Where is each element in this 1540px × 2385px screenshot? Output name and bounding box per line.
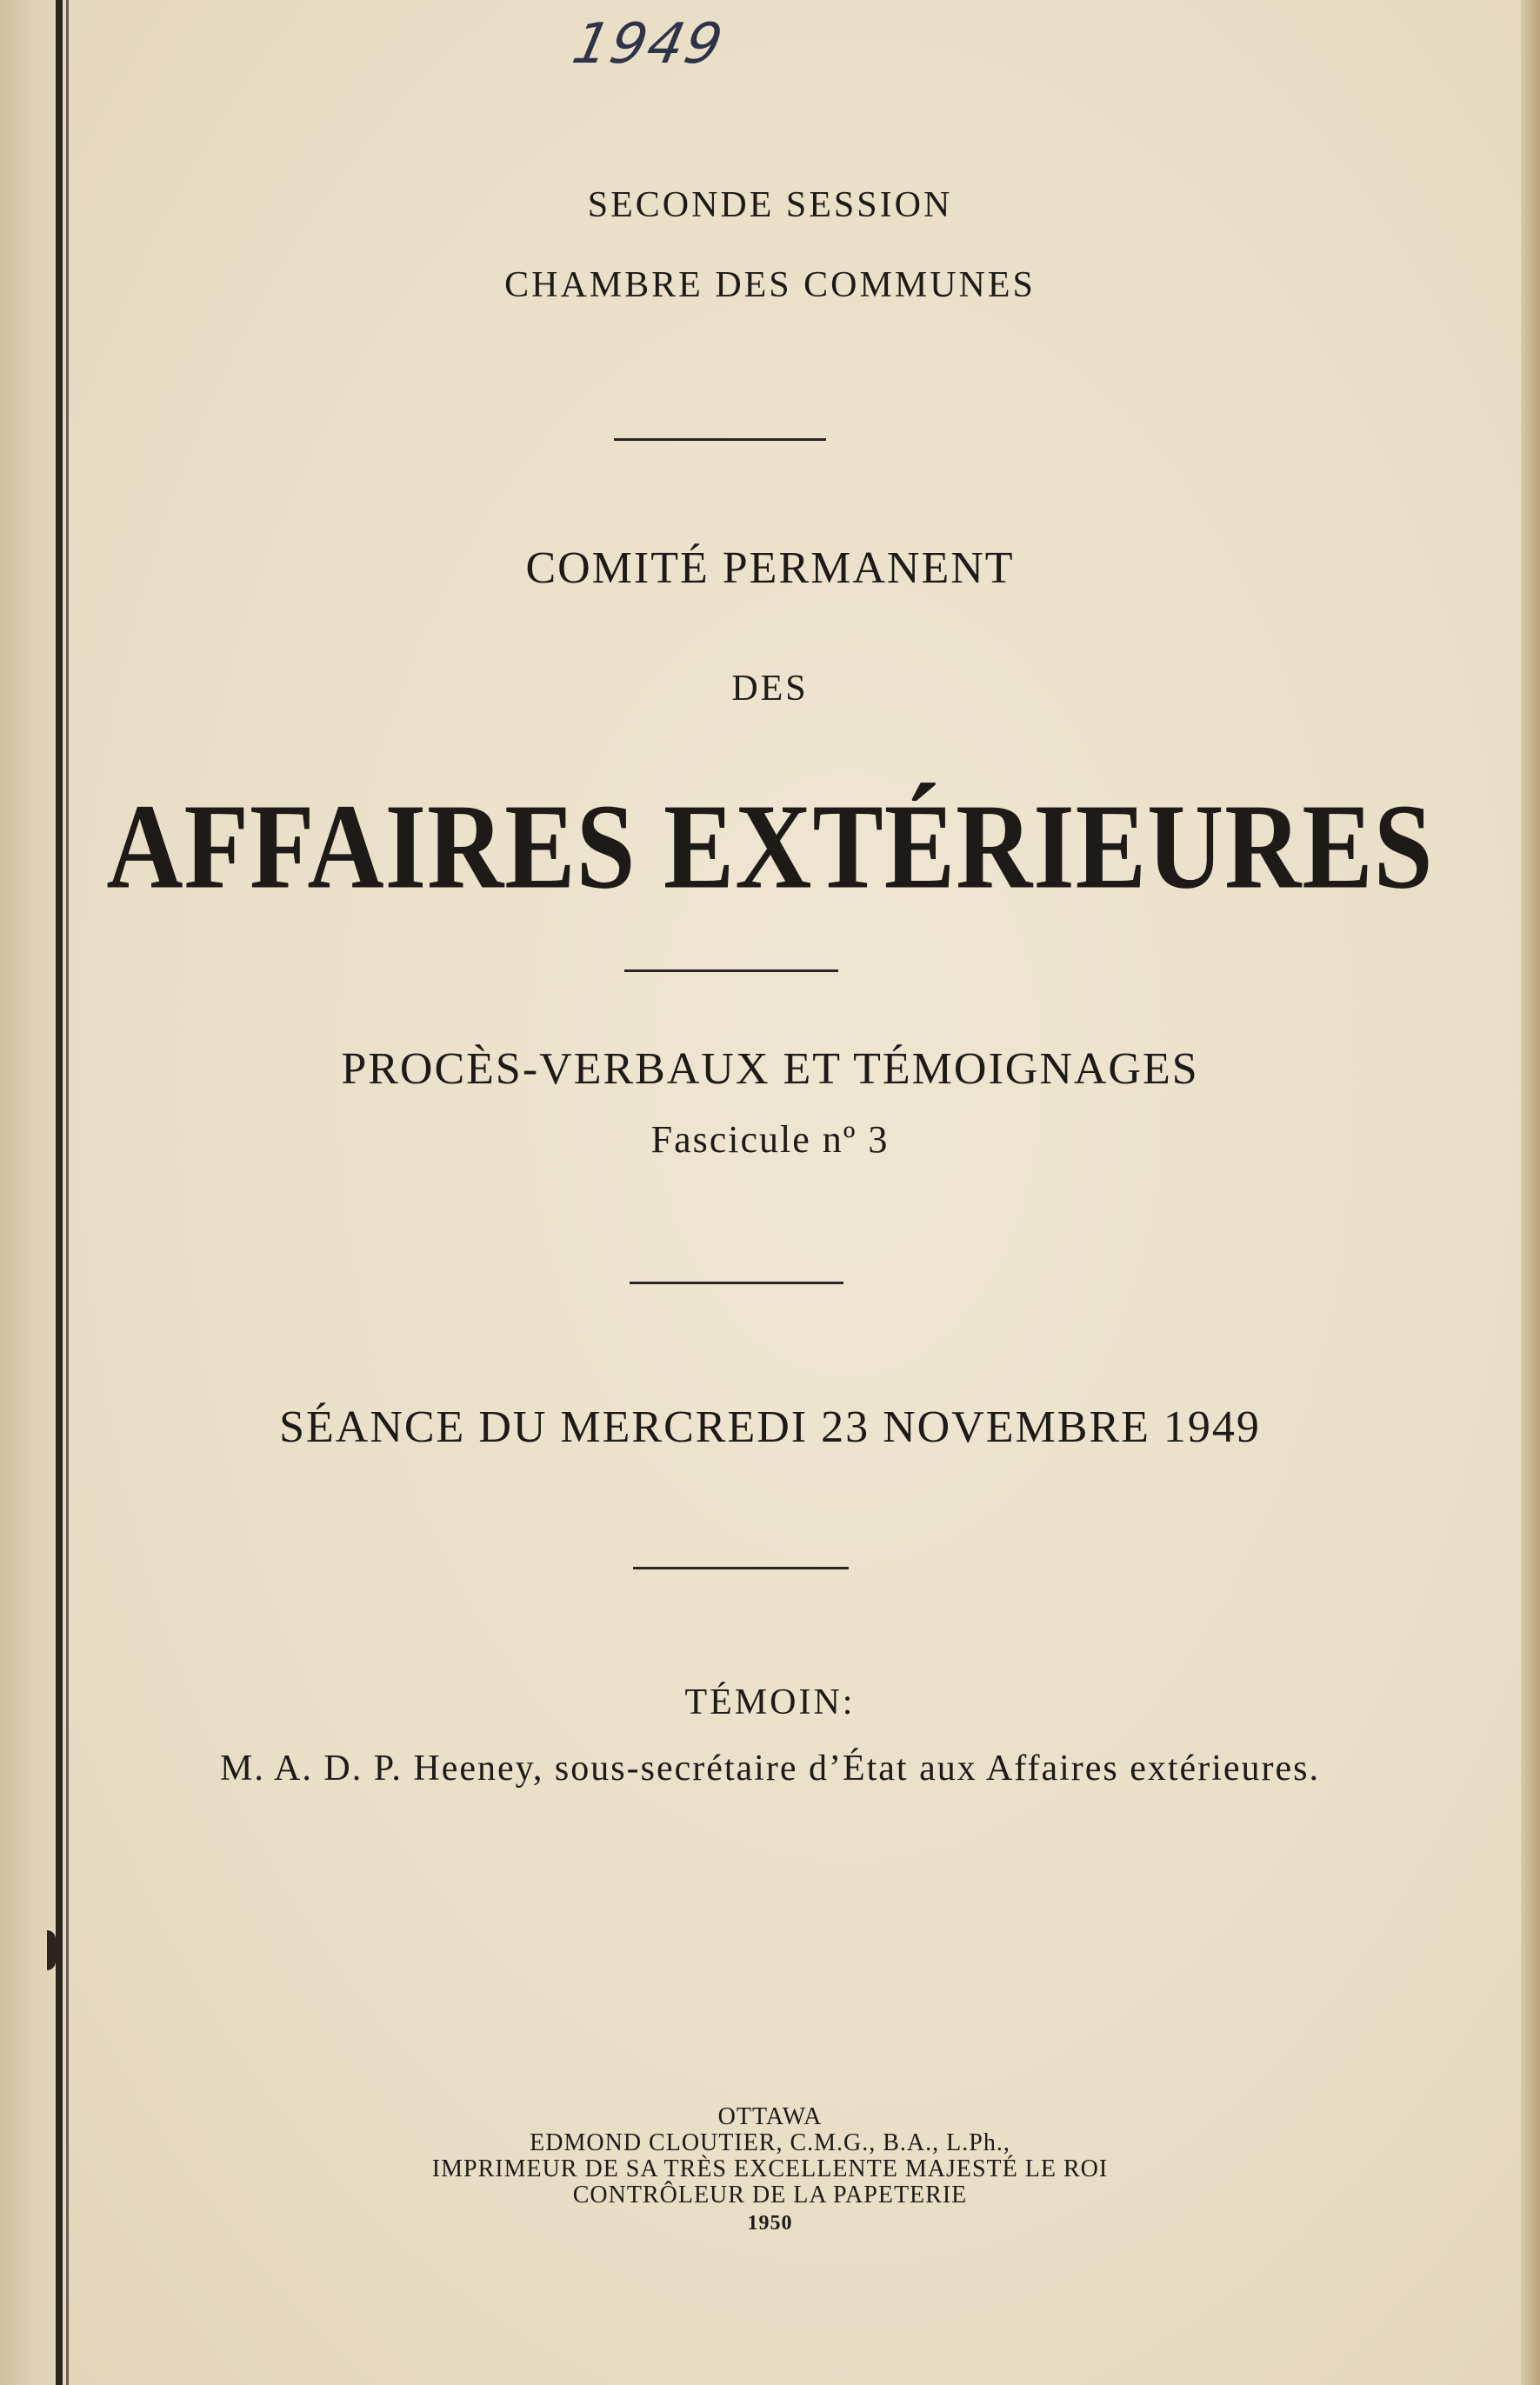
divider-rule (630, 1282, 843, 1284)
imprint-year: 1950 (747, 2212, 793, 2235)
handwritten-year: 1949 (567, 12, 730, 77)
witness-heading: TÉMOIN: (684, 1682, 856, 1722)
imprint-role: IMPRIMEUR DE SA TRÈS EXCELLENTE MAJESTÉ LE ROI (431, 2155, 1109, 2182)
house-line: CHAMBRE DES COMMUNES (504, 265, 1036, 305)
imprint-city: OTTAWA (717, 2103, 823, 2130)
imprint-printer: EDMOND CLOUTIER, C.M.G., B.A., L.Ph., (530, 2129, 1010, 2156)
binding-line-inner (66, 0, 69, 2385)
binding-line (56, 0, 63, 2385)
divider-rule (633, 1567, 849, 1569)
document-title: AFFAIRES EXTÉRIEURES (106, 779, 1434, 915)
committee-line: COMITÉ PERMANENT (525, 543, 1015, 593)
witness-name: M. A. D. P. Heeney, sous-secrétaire d’État aux Affaires extérieures. (220, 1749, 1320, 1789)
binding-notch (47, 1930, 56, 1970)
committee-des: DES (731, 669, 809, 709)
divider-rule (614, 438, 826, 441)
fascicule-number: Fascicule nº 3 (650, 1118, 890, 1161)
divider-rule (624, 969, 838, 972)
page-edge (1521, 0, 1540, 2385)
imprint-controller: CONTRÔLEUR DE LA PAPETERIE (572, 2182, 968, 2208)
sitting-date: SÉANCE DU MERCREDI 23 NOVEMBRE 1949 (279, 1402, 1261, 1452)
proceedings-title: PROCÈS-VERBAUX ET TÉMOIGNAGES (341, 1044, 1199, 1094)
session-line: SECONDE SESSION (587, 185, 953, 225)
